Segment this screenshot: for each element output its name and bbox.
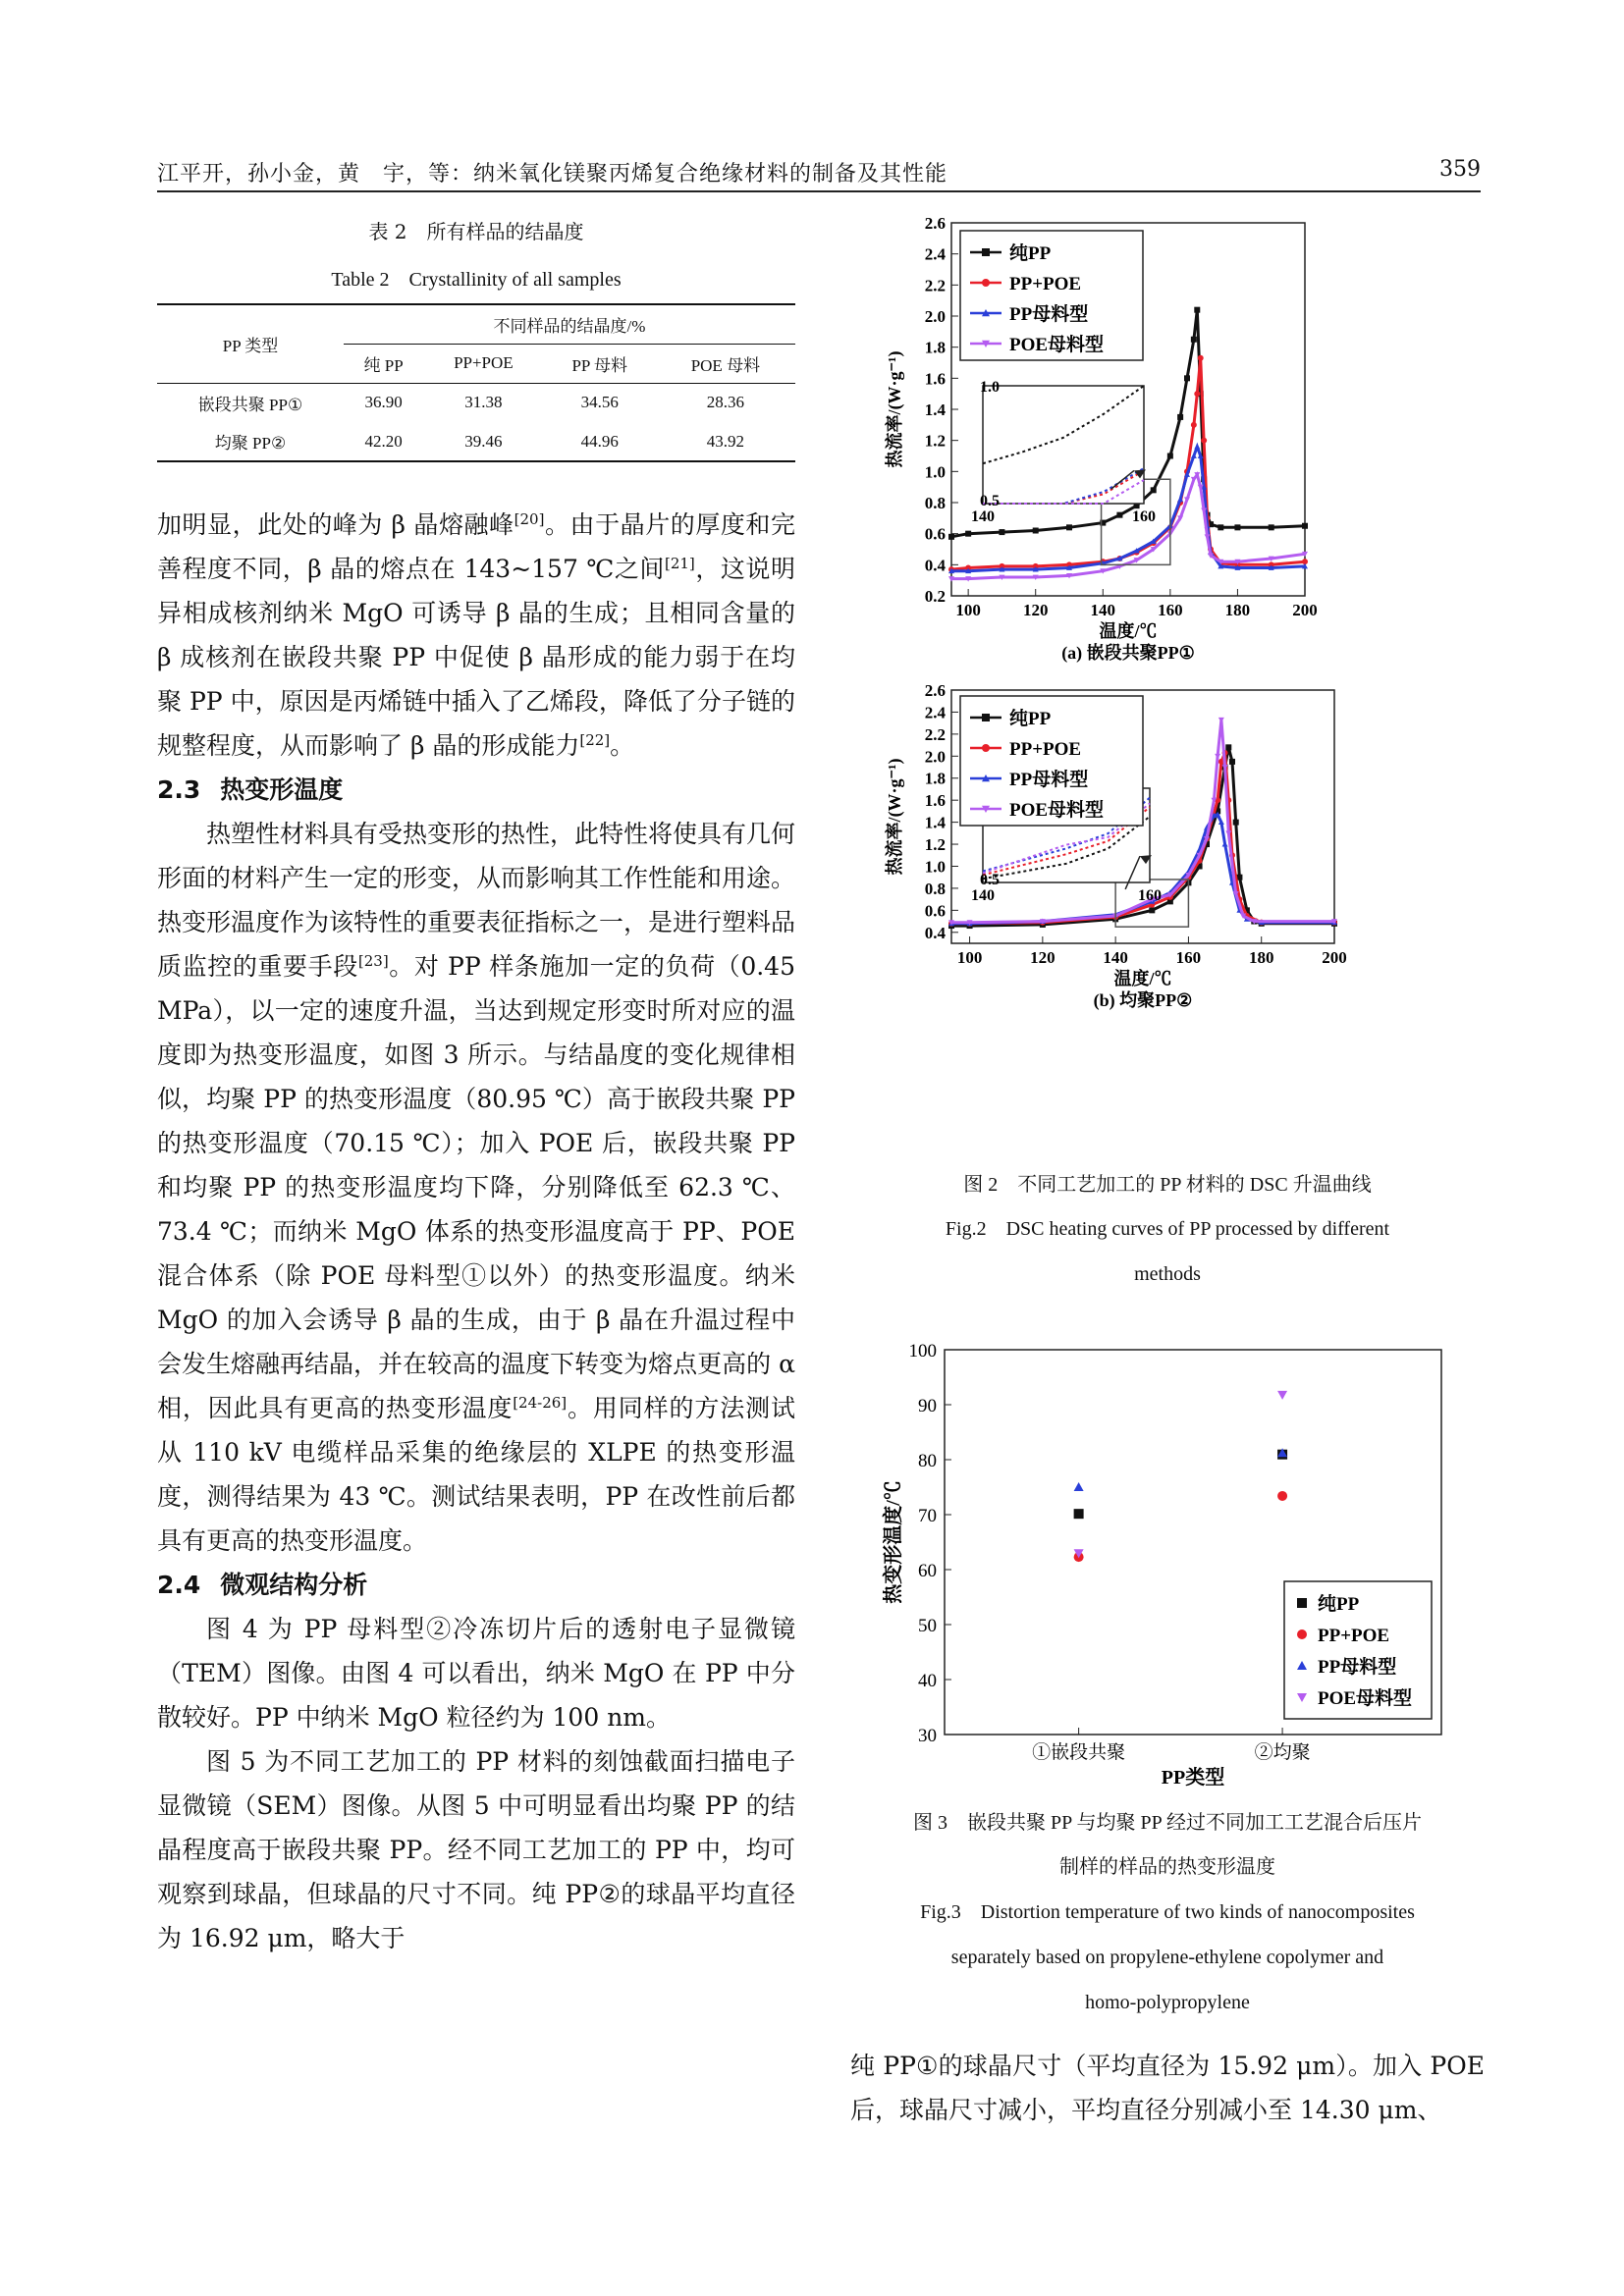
dsc-panel-b-content: [884, 681, 1347, 1011]
table-caption-en: Table 2 Crystallinity of all samples: [331, 269, 622, 291]
y-tick-label: 2.0: [924, 747, 946, 767]
data-point: [1222, 841, 1228, 846]
legend-label: 纯PP: [1318, 1594, 1360, 1615]
y-tick-label: 1.8: [924, 338, 946, 357]
table-cell: 34.56: [580, 393, 619, 412]
sub-header: PP+POE: [454, 353, 514, 372]
y-tick-label: 50: [918, 1616, 937, 1636]
table-cell: 31.38: [464, 393, 503, 412]
table-row: [157, 383, 795, 422]
table-cell: 44.96: [580, 431, 619, 451]
data-point: [1184, 375, 1190, 381]
panel-label: (a) 嵌段共聚PP①: [1061, 643, 1195, 663]
data-point: [1218, 718, 1224, 722]
x-tick-label: 140: [1103, 948, 1128, 967]
data-point: [1149, 907, 1155, 913]
table-cell: 36.90: [364, 393, 403, 412]
section-heading-2-4: 2.4 微观结构分析: [157, 1571, 368, 1599]
y-tick-label: 60: [918, 1561, 937, 1581]
fig2-caption-en-2: methods: [1134, 1263, 1201, 1285]
legend-marker: [982, 714, 990, 721]
legend-label: 纯PP: [1009, 709, 1052, 729]
sub-header: POE 母料: [690, 355, 761, 375]
data-point: [1033, 528, 1039, 534]
x-tick-label: 100: [955, 601, 981, 619]
data-point: [1277, 1491, 1287, 1501]
y-axis-label: 热流率/(W·g⁻¹): [885, 350, 904, 468]
fig2-caption-cn: 图 2 不同工艺加工的 PP 材料的 DSC 升温曲线: [963, 1174, 1372, 1196]
y-tick-label: 0.6: [924, 901, 946, 921]
data-point: [1277, 1391, 1287, 1400]
fig3-caption-en-1: Fig.3 Distortion temperature of two kinds of nanocomposites: [920, 1901, 1415, 1923]
y-tick-label: 1.4: [924, 813, 946, 832]
x-tick-label: 140: [1090, 601, 1116, 619]
data-point: [1198, 355, 1204, 361]
row-label: 均聚 PP②: [214, 434, 287, 453]
data-point: [1269, 524, 1274, 530]
fig3-caption-en-2: separately based on propylene-ethylene copolymer and: [950, 1947, 1384, 1968]
y-tick-label: 0.4: [924, 923, 946, 942]
y-axis-label: 热变形温度/℃: [883, 1480, 904, 1604]
legend-label: PP+POE: [1009, 739, 1082, 760]
paragraph: 热塑性材料具有受热变形的热性，此特性将使具有几何形面的材料产生一定的形变，从而影响其工作性能和用途。热变形温度作为该特性的重要表征指标之一，是进行塑料品质监控的重要手段[23]。对 PP 样条施加一定的负荷（0.45 MPa），以一定的速度升温，当达到规定形变时所对应的温度即为热变形温度，如图 3 所示。与结晶度的变化规律相似，均聚 PP 的热变形温度（80.95 ℃）高于嵌段共聚 PP 的热变形温度（70.15 ℃）；加入 POE 后，嵌段共聚 PP 和均聚 PP 的热变形温度均下降，分别降低至 62.3 ℃、73.4 ℃；而纳米 MgO 体系的热变形温度高于 PP、POE 混合体系（除 POE 母料型①以外）的热变形温度。纳米 MgO 的加入会诱导 β 晶的生成，由于 β 晶在升温过程中会发生熔融再结晶，并在较高的温度下转变为熔点更高的 α 相，因此具有更高的热变形温度[24-26]。用同样的方法测试从 110 kV 电缆样品采集的绝缘层的 XLPE 的热变形温度，测得结果为 43 ℃。测试结果表明，PP 在改性前后都具有更高的热变形温度。: [157, 820, 796, 1555]
legend-label: PP母料型: [1009, 770, 1089, 790]
x-tick-label: 120: [1030, 948, 1056, 967]
right-column-text: [850, 2044, 1485, 2132]
legend-label: PP母料型: [1009, 304, 1089, 325]
data-point: [1194, 391, 1200, 397]
data-point: [1074, 1482, 1084, 1491]
legend-label: POE母料型: [1009, 800, 1105, 821]
data-point: [1074, 1509, 1084, 1519]
data-point: [1194, 444, 1200, 449]
paragraph: 纯 PP①的球晶尺寸（平均直径为 15.92 μm）。加入 POE 后，球晶尺寸减小，平均直径分别减小至 14.30 μm、: [850, 2052, 1485, 2124]
legend-marker: [1297, 1598, 1307, 1608]
figure-2-dsc: [850, 211, 1485, 1153]
inset-frame: [983, 386, 1144, 504]
page-number: 359: [1439, 157, 1481, 182]
inset-x-tick-label: 160: [1132, 508, 1156, 525]
y-tick-label: 2.2: [924, 724, 946, 744]
data-point: [1191, 422, 1197, 428]
data-point: [1201, 438, 1207, 444]
y-tick-label: 1.4: [924, 400, 946, 419]
table-cell: 28.36: [706, 393, 745, 412]
y-tick-label: 80: [918, 1451, 937, 1471]
table-row: [157, 422, 795, 461]
legend-marker: [982, 279, 990, 287]
inset-x-tick-label: 140: [971, 508, 995, 525]
data-point: [999, 529, 1004, 535]
y-tick-label: 70: [918, 1506, 937, 1526]
y-tick-label: 0.8: [924, 494, 946, 512]
x-tick-label: 200: [1292, 601, 1318, 619]
data-point: [1194, 307, 1200, 313]
legend-marker: [982, 248, 990, 256]
legend-label: PP+POE: [1009, 274, 1082, 294]
paragraph: 图 4 为 PP 母料型②冷冻切片后的透射电子显微镜（TEM）图像。由图 4 可以看出，纳米 MgO 在 PP 中分散较好。PP 中纳米 MgO 粒径约为 100 nm。: [157, 1615, 795, 1732]
y-tick-label: 2.4: [924, 244, 946, 264]
col-header-pp-type: PP 类型: [157, 304, 344, 383]
inset-y-tick-label: 0.5: [980, 872, 1000, 888]
legend-label: PP+POE: [1318, 1626, 1390, 1646]
y-tick-label: 0.4: [924, 556, 946, 575]
section-heading-2-3: 2.3 热变形温度: [157, 775, 344, 804]
sub-header: PP 母料: [571, 355, 627, 375]
y-tick-label: 2.0: [924, 307, 946, 326]
data-point: [1218, 524, 1223, 530]
y-tick-label: 1.6: [924, 791, 946, 811]
x-axis-label: 温度/℃: [1113, 969, 1172, 988]
x-tick-label: 180: [1224, 601, 1251, 619]
x-axis-label: PP类型: [1161, 1767, 1225, 1789]
x-tick-label: 120: [1022, 601, 1049, 619]
y-tick-label: 30: [918, 1726, 937, 1746]
y-tick-label: 0.2: [924, 587, 946, 606]
y-axis-label: 热流率/(W·g⁻¹): [885, 758, 904, 876]
data-point: [1234, 524, 1240, 530]
y-tick-label: 2.4: [924, 703, 946, 722]
y-tick-label: 1.2: [924, 835, 946, 855]
y-tick-label: 40: [918, 1671, 937, 1691]
x-tick-label: 200: [1322, 948, 1347, 967]
x-tick-label: 160: [1158, 601, 1183, 619]
y-tick-label: 2.6: [924, 681, 946, 700]
inset-x-tick-label: 160: [1138, 887, 1162, 904]
fig3-caption-en-3: homo-polypropylene: [1085, 1992, 1250, 2013]
fig3-caption-cn-1: 图 3 嵌段共聚 PP 与均聚 PP 经过不同加工工艺混合后压片: [912, 1812, 1422, 1834]
data-point: [965, 531, 971, 537]
y-tick-label: 1.8: [924, 769, 946, 788]
data-point: [948, 534, 954, 540]
data-point: [1151, 487, 1157, 493]
data-point: [1177, 414, 1183, 420]
table-caption-cn: 表 2 所有样品的结晶度: [368, 220, 584, 243]
fig2-caption-en-1: Fig.2 DSC heating curves of PP processed by different: [945, 1218, 1390, 1240]
y-tick-label: 1.0: [924, 462, 946, 482]
running-header: [157, 157, 1481, 192]
data-point: [1302, 523, 1308, 529]
y-tick-label: 2.2: [924, 276, 946, 295]
data-point: [1066, 524, 1072, 530]
legend-label: POE母料型: [1318, 1688, 1413, 1709]
legend-label: POE母料型: [1009, 335, 1105, 355]
x-tick-label: 160: [1175, 948, 1202, 967]
table-cell: 42.20: [364, 431, 403, 451]
left-column-text: [157, 503, 795, 1960]
row-label: 嵌段共聚 PP①: [197, 395, 303, 414]
y-tick-label: 90: [918, 1396, 937, 1416]
x-tick-label: ①嵌段共聚: [1032, 1742, 1126, 1763]
x-tick-label: 180: [1248, 948, 1274, 967]
y-tick-label: 100: [908, 1341, 937, 1362]
panel-label: (b) 均聚PP②: [1093, 990, 1193, 1010]
dsc-panel-a: [884, 214, 1318, 664]
distortion-temp-chart: [881, 1341, 1441, 1789]
dsc-panel-b: [884, 681, 1347, 1011]
legend-label: PP母料型: [1318, 1657, 1397, 1678]
data-point: [1233, 820, 1239, 826]
table-cell: 43.92: [706, 431, 745, 451]
inset-x-tick-label: 140: [971, 887, 995, 904]
legend-marker: [1297, 1629, 1307, 1639]
data-point: [1191, 337, 1197, 343]
x-tick-label: ②均聚: [1254, 1742, 1311, 1763]
data-point: [1225, 744, 1231, 750]
paragraph: 加明显，此处的峰为 β 晶熔融峰[20]。由于晶片的厚度和完善程度不同，β 晶的熔点在 143~157 ℃之间[21]，这说明异相成核剂纳米 MgO 可诱导 β 晶的生成；且相同含量的 β 成核剂在嵌段共聚 PP 中促使 β 晶形成的能力弱于在均聚 PP 中，原因是丙烯链中插入了乙烯段，降低了分子链的规整程度，从而影响了 β 晶的形成能力[22]。: [157, 510, 795, 760]
y-tick-label: 1.6: [924, 369, 946, 389]
legend-label: 纯PP: [1009, 243, 1052, 264]
sub-header: 纯 PP: [363, 355, 404, 375]
data-point: [1167, 454, 1173, 459]
y-tick-label: 1.2: [924, 431, 946, 451]
y-tick-label: 0.8: [924, 879, 946, 898]
data-point: [1116, 512, 1122, 518]
legend-marker: [982, 744, 990, 752]
header-title: 江平开，孙小金，黄 宇，等：纳米氧化镁聚丙烯复合绝缘材料的制备及其性能: [157, 162, 948, 187]
x-tick-label: 100: [956, 948, 983, 967]
paragraph: 图 5 为不同工艺加工的 PP 材料的刻蚀截面扫描电子显微镜（SEM）图像。从图 5 中可明显看出均聚 PP 的结晶程度高于嵌段共聚 PP。经不同工艺加工的 PP 中，均可观察到球晶，但球晶的尺寸不同。纯 PP②的球晶平均直径为 16.92 μm，略大于: [157, 1747, 795, 1952]
inset-y-tick-label: 1.0: [980, 379, 1000, 396]
data-point: [1229, 759, 1235, 765]
y-tick-label: 1.0: [924, 857, 946, 877]
table-cell: 39.46: [464, 431, 503, 451]
figure-3-scatter: [850, 1340, 1485, 1791]
inset-y-tick-label: 0.5: [980, 493, 1000, 509]
y-tick-label: 2.6: [924, 214, 946, 233]
y-tick-label: 0.6: [924, 524, 946, 544]
x-axis-label: 温度/℃: [1099, 621, 1158, 641]
fig3-caption-cn-2: 制样的样品的热变形温度: [1059, 1856, 1275, 1878]
col-header-crystallinity: 不同样品的结晶度/%: [344, 304, 795, 344]
data-point: [1215, 754, 1220, 759]
crystallinity-table: [157, 303, 795, 462]
